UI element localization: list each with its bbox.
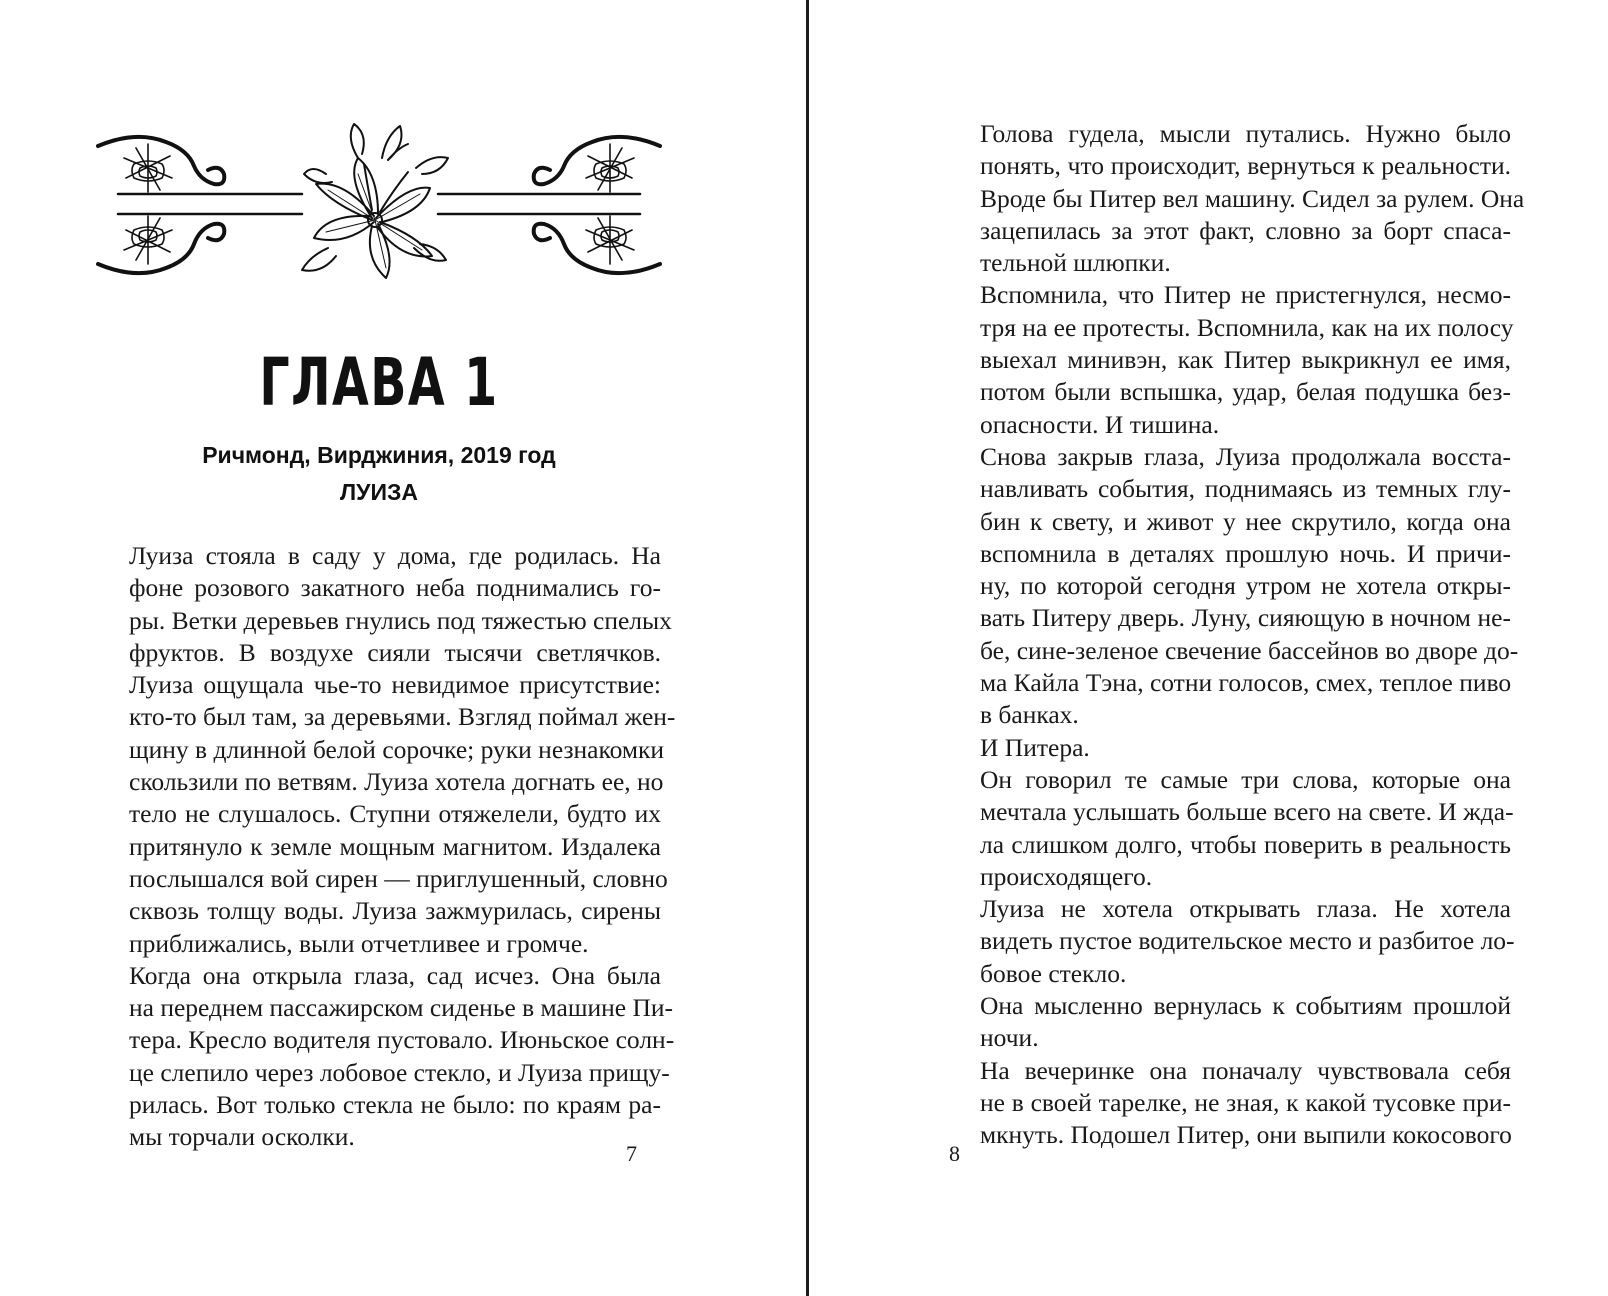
text-line: На вечеринке она поначалу чувствовала себя	[980, 1055, 1511, 1085]
text-line: Луиза не хотела открывать глаза. Не хотела	[980, 894, 1511, 924]
text-line: ла слишком долго, чтобы поверить в реальность	[980, 829, 1511, 859]
text-line: видеть пустое водительское место и разбитое ло-	[980, 926, 1515, 956]
book-gutter	[806, 0, 809, 1296]
text-line: Она мысленно вернулась к событиям прошлой	[980, 991, 1511, 1021]
text-line: происходящего.	[980, 861, 1153, 891]
text-line: Вспомнила, что Питер не пристегнулся, несмо-	[980, 280, 1511, 310]
paragraph	[948, 764, 1514, 893]
text-line: зацепилась за этот факт, словно за борт спаса-	[980, 215, 1511, 245]
right-page	[810, 0, 1608, 1296]
paragraph	[948, 732, 1511, 764]
text-line: тря на ее протесты. Вспомнила, как на их полосу	[980, 312, 1514, 342]
text-line: кто-то был там, за деревьями. Взгляд поймал жен-	[129, 702, 676, 732]
text-line: це слепило через лобовое стекло, и Луиза прищу-	[129, 1057, 670, 1087]
text-line: в банках.	[980, 700, 1079, 730]
text-line: мы торчали осколки.	[129, 1122, 355, 1152]
text-line: ры. Ветки деревьев гнулись под тяжестью спелых	[129, 605, 672, 635]
paragraph	[948, 1055, 1511, 1152]
text-line: Снова закрыв глаза, Луиза продолжала восста-	[980, 441, 1511, 471]
page-number: 7	[626, 1141, 637, 1166]
text-line: ночи.	[980, 1023, 1039, 1053]
text-line: тера. Кресло водителя пустовало. Июньское солн-	[129, 1025, 675, 1055]
paragraph	[948, 990, 1511, 1055]
text-line: вспомнила в деталях прошлую ночь. И причи-	[980, 538, 1511, 568]
text-line: на переднем пассажирском сиденье в машине Пи-	[129, 993, 674, 1023]
text-line: тело не слушалось. Ступни отяжелели, будто их	[129, 799, 661, 829]
paragraph	[948, 893, 1515, 990]
text-line: мечтала услышать больше всего на свете. И жда-	[980, 797, 1514, 827]
text-line: сквозь толщу воды. Луиза зажмурилась, сирены	[129, 896, 661, 926]
text-line: выехал минивэн, как Питер выкрикнул ее имя,	[980, 345, 1511, 375]
character-name-subtitle: ЛУИЗА	[340, 479, 418, 505]
text-line: бин к свету, и живот у нее скрутило, когда она	[980, 506, 1511, 536]
text-line: Луиза ощущала чье-то невидимое присутствие:	[129, 670, 661, 700]
text-line: И Питера.	[980, 732, 1090, 762]
text-line: тельной шлюпки.	[980, 248, 1171, 278]
text-line: фоне розового закатного неба поднимались го-	[129, 573, 661, 603]
text-line: потом были вспышка, удар, белая подушка без-	[980, 377, 1511, 407]
page-number: 8	[949, 1141, 960, 1166]
text-line: щину в длинной белой сорочке; руки незнакомки	[129, 734, 665, 764]
text-line: Когда она открыла глаза, сад исчез. Она была	[129, 960, 661, 990]
text-line: ма Кайла Тэна, сотни голосов, смех, теплое пиво	[980, 668, 1512, 698]
text-line: послышался вой сирен — приглушенный, словно	[129, 863, 668, 893]
text-line: Голова гудела, мысли путались. Нужно было	[980, 119, 1511, 148]
chapter-title: ГЛАВА 1	[259, 344, 499, 421]
left-page-text	[97, 540, 676, 1154]
paragraph	[948, 441, 1519, 732]
paragraph	[97, 960, 675, 1154]
text-line: навливать события, поднимаясь из темных глу-	[980, 474, 1511, 504]
text-line: мкнуть. Подошел Питер, они выпили кокосового	[980, 1120, 1512, 1150]
text-line: Он говорил те самые три слова, которые она	[980, 764, 1511, 794]
text-line: скользили по ветвям. Луиза хотела догнать ее, но	[129, 767, 664, 797]
text-line: фруктов. В воздухе сияли тысячи светлячков.	[129, 637, 661, 667]
text-line: бовое стекло.	[980, 958, 1127, 988]
text-line: притянуло к земле мощным магнитом. Издалека	[129, 831, 661, 861]
text-line: опасности. И тишина.	[980, 409, 1220, 439]
text-line: вать Питеру дверь. Луну, сияющую в ночном не-	[980, 603, 1511, 633]
paragraph	[948, 118, 1525, 279]
flower-ornament	[96, 118, 662, 290]
paragraph	[948, 279, 1514, 440]
paragraph	[97, 540, 676, 960]
text-line: рилась. Вот только стекла не было: по краям ра-	[129, 1090, 661, 1120]
text-line: Вроде бы Питер вел машину. Сидел за рулем. Она	[980, 183, 1525, 213]
right-page-text	[948, 118, 1525, 1152]
text-line: понять, что происходит, вернуться к реальности.	[980, 151, 1511, 181]
place-date-subtitle: Ричмонд, Вирджиния, 2019 год	[202, 442, 556, 468]
text-line: бе, сине-зеленое свечение бассейнов во дворе до-	[980, 635, 1519, 665]
text-line: Луиза стояла в саду у дома, где родилась. На	[129, 541, 661, 570]
text-line: не в своей тарелке, не зная, к какой тусовке при-	[980, 1087, 1511, 1117]
text-line: приближались, выли отчетливее и громче.	[129, 928, 589, 958]
text-line: ну, по которой сегодня утром не хотела откры-	[980, 571, 1511, 601]
